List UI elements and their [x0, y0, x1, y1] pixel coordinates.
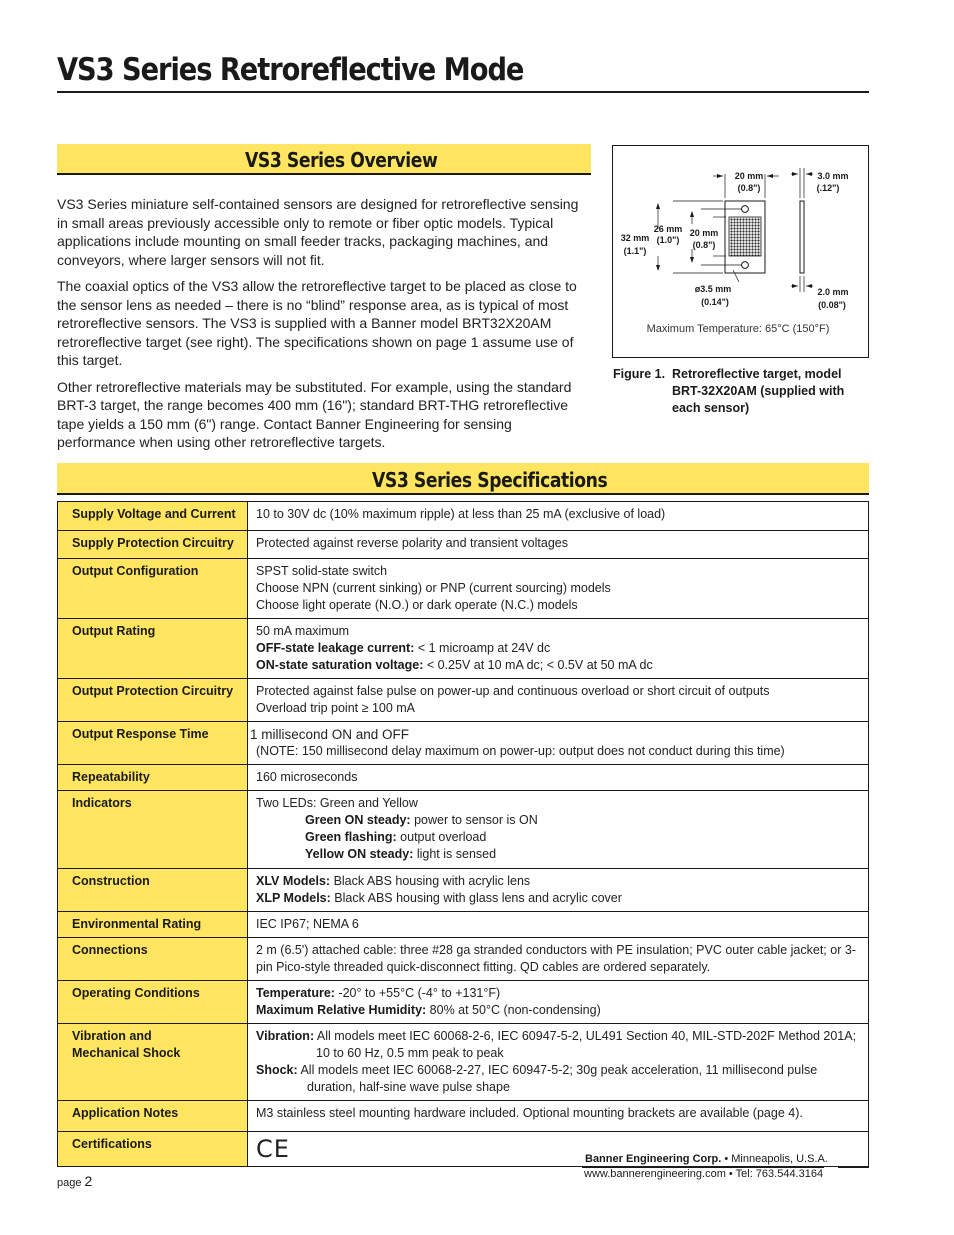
- spec-line: [256, 985, 860, 1002]
- spec-value: [248, 559, 869, 619]
- spec-term: XLP Models:: [256, 891, 331, 905]
- dim-width-mm: 20 mm: [734, 171, 764, 181]
- spec-line: [256, 829, 860, 846]
- spec-text: < 1 microamp at 24V dc: [414, 641, 551, 655]
- spec-row: [58, 722, 869, 765]
- dim-hole-mm: ø3.5 mm: [694, 284, 732, 294]
- target-figure: [612, 145, 869, 358]
- spec-row: [58, 559, 869, 619]
- dim-reflector-mm: 20 mm: [689, 228, 719, 238]
- spec-value: [248, 765, 869, 791]
- spec-text: light is sensed: [413, 847, 497, 861]
- spec-row: [58, 1101, 869, 1132]
- overview-heading: VS3 Series Overview: [245, 148, 438, 172]
- spec-term: XLV Models:: [256, 874, 331, 888]
- spec-line: [256, 640, 860, 657]
- specifications-table: [57, 501, 869, 1167]
- spec-line: [256, 873, 860, 890]
- spec-line: 160 microseconds: [256, 770, 358, 784]
- spec-line: Two LEDs: Green and Yellow: [256, 796, 418, 810]
- spec-value: [248, 791, 869, 869]
- spec-row: [58, 1024, 869, 1101]
- spec-line: Protected against reverse polarity and transient voltages: [256, 536, 568, 550]
- footer-company: [585, 1153, 828, 1165]
- spec-label: Output Protection Circuitry: [58, 679, 248, 722]
- spec-text: 80% at 50°C (non-condensing): [426, 1003, 601, 1017]
- company-name: Banner Engineering Corp.: [585, 1153, 722, 1165]
- spec-row: [58, 938, 869, 981]
- spec-line: 1 millisecond ON and OFF: [250, 727, 410, 742]
- spec-row: [58, 791, 869, 869]
- spec-line: [256, 1028, 860, 1062]
- target-side-view: [800, 201, 804, 273]
- overview-paragraph: VS3 Series miniature self-contained sensors are designed for retroreflective sensing in small areas previously accessible only to remote or fiber optic models. Typical applications include mounting on small feeder tracks, packaging machines, and conveyors, where larger sensors will not fit.: [57, 196, 579, 268]
- spec-label: Construction: [58, 869, 248, 912]
- spec-value: [248, 531, 869, 559]
- dim-hole-span-in: (1.0"): [656, 235, 680, 245]
- spec-label: Application Notes: [58, 1101, 248, 1132]
- spec-line: 2 m (6.5') attached cable: three #28 ga stranded conductors with PE insulation; PVC outer cable jacket; or 3-pin Pico-style threaded quick-disconnect fitting. QD cables are ordered separately.: [256, 943, 856, 974]
- spec-text: -20° to +55°C (-4° to +131°F): [334, 986, 501, 1000]
- spec-label: Certifications: [58, 1132, 248, 1167]
- spec-label: Output Rating: [58, 619, 248, 679]
- spec-line: Choose NPN (current sinking) or PNP (current sourcing) models: [256, 581, 611, 595]
- spec-line: (NOTE: 150 millisecond delay maximum on power-up: output does not conduct during this time): [256, 744, 785, 758]
- spec-line: SPST solid-state switch: [256, 564, 388, 578]
- footer-rule: [838, 1166, 869, 1168]
- spec-value: [248, 869, 869, 912]
- page-title: VS3 Series Retroreflective Mode: [57, 52, 524, 88]
- spec-text: power to sensor is ON: [410, 813, 538, 827]
- spec-value: [248, 1101, 869, 1132]
- dim-height-in: (1.1"): [623, 246, 647, 256]
- spec-value: [248, 938, 869, 981]
- spec-value: [248, 679, 869, 722]
- dim-width-in: (0.8"): [737, 183, 761, 193]
- spec-line: [256, 890, 860, 907]
- target-drawing: [613, 146, 870, 359]
- spec-line: [256, 1062, 860, 1096]
- spec-line: M3 stainless steel mounting hardware included. Optional mounting brackets are available (page 4).: [256, 1106, 803, 1120]
- spec-text: < 0.25V at 10 mA dc; < 0.5V at 50 mA dc: [423, 658, 653, 672]
- spec-term: Maximum Relative Humidity:: [256, 1003, 427, 1017]
- spec-row: [58, 765, 869, 791]
- spec-row: [58, 981, 869, 1024]
- target-outline: [725, 201, 765, 273]
- spec-label: Supply Voltage and Current: [58, 502, 248, 531]
- spec-label: Repeatability: [58, 765, 248, 791]
- spec-line: 10 to 30V dc (10% maximum ripple) at less than 25 mA (exclusive of load): [256, 507, 666, 521]
- dim-edge-in: (0.08"): [818, 300, 846, 310]
- page-number: [57, 1173, 92, 1189]
- spec-label: Output Configuration: [58, 559, 248, 619]
- spec-label-line: Vibration and: [72, 1029, 152, 1043]
- spec-row: [58, 679, 869, 722]
- specifications-heading: VS3 Series Specifications: [372, 468, 608, 492]
- spec-term: Yellow ON steady:: [305, 847, 414, 861]
- spec-value: [248, 502, 869, 531]
- overview-paragraph: Other retroreflective materials may be substituted. For example, using the standard BRT-3 target, the range becomes 400 mm (16"); standard BRT-THG retroreflective tape yields a 150 mm (6") range. Contact Banner Engineering for sensing performance when using other retroreflective targets.: [57, 378, 572, 450]
- spec-row: [58, 869, 869, 912]
- spec-label: Connections: [58, 938, 248, 981]
- spec-line: 50 mA maximum: [256, 624, 350, 638]
- footer-contact: www.bannerengineering.com • Tel: 763.544.3164: [584, 1168, 824, 1180]
- spec-term: OFF-state leakage current:: [256, 641, 415, 655]
- spec-label: Indicators: [58, 791, 248, 869]
- spec-term: Temperature:: [256, 986, 335, 1000]
- dim-height-mm: 32 mm: [620, 233, 650, 243]
- max-temperature: Maximum Temperature: 65°C (150°F): [646, 323, 830, 335]
- spec-row: [58, 502, 869, 531]
- spec-row: [58, 912, 869, 938]
- spec-label: Supply Protection Circuitry: [58, 531, 248, 559]
- spec-line: [256, 812, 860, 829]
- figure-caption-text: Retroreflective target, model BRT-32X20AM (supplied with each sensor): [672, 367, 845, 415]
- spec-line: [256, 657, 860, 674]
- spec-value: [248, 619, 869, 679]
- dim-hole-span-mm: 26 mm: [653, 224, 683, 234]
- spec-line: IEC IP67; NEMA 6: [256, 917, 359, 931]
- company-location: • Minneapolis, U.S.A.: [721, 1153, 828, 1165]
- spec-row: [58, 531, 869, 559]
- spec-text: Black ABS housing with glass lens and acrylic cover: [330, 891, 622, 905]
- dim-thickness-mm: 3.0 mm: [817, 171, 849, 181]
- page-num: 2: [84, 1173, 93, 1189]
- page-label: page: [57, 1177, 85, 1189]
- spec-label: [58, 1024, 248, 1101]
- overview-body: [57, 195, 582, 460]
- spec-line: Choose light operate (N.O.) or dark operate (N.C.) models: [256, 598, 578, 612]
- spec-term: Shock:: [256, 1063, 298, 1077]
- dim-edge-mm: 2.0 mm: [817, 287, 849, 297]
- spec-line: Protected against false pulse on power-up and continuous overload or short circuit of outputs: [256, 684, 770, 698]
- title-rule: [57, 91, 869, 93]
- spec-term: Vibration:: [256, 1029, 315, 1043]
- spec-term: Green ON steady:: [305, 813, 411, 827]
- spec-line: [256, 846, 860, 863]
- spec-text: Black ABS housing with acrylic lens: [330, 874, 531, 888]
- spec-term: Green flashing:: [305, 830, 397, 844]
- dim-thickness-in: (.12"): [816, 183, 840, 193]
- overview-heading-bar: [57, 144, 591, 175]
- spec-label-line: Mechanical Shock: [72, 1045, 181, 1060]
- spec-text: output overload: [396, 830, 487, 844]
- spec-value: [248, 1024, 869, 1101]
- spec-line: [256, 1002, 860, 1019]
- spec-label: Environmental Rating: [58, 912, 248, 938]
- ce-mark-icon: CE: [256, 1135, 290, 1163]
- spec-value: [248, 722, 869, 765]
- figure-number: Figure 1.: [613, 367, 666, 381]
- spec-row: [58, 619, 869, 679]
- spec-text: All models meet IEC 60068-2-27, IEC 60947-5-2; 30g peak acceleration, 11 millisecond pulse duration, half-sine wave pulse shape: [297, 1063, 818, 1094]
- spec-label: Operating Conditions: [58, 981, 248, 1024]
- spec-term: ON-state saturation voltage:: [256, 658, 424, 672]
- spec-value: [248, 912, 869, 938]
- spec-value: [248, 981, 869, 1024]
- spec-line: Overload trip point ≥ 100 mA: [256, 701, 416, 715]
- dim-hole-in: (0.14"): [701, 297, 729, 307]
- specifications-heading-bar: [57, 463, 869, 495]
- dim-reflector-in: (0.8"): [692, 240, 716, 250]
- spec-label: Output Response Time: [58, 722, 248, 765]
- spec-text: All models meet IEC 60068-2-6, IEC 60947-5-2, UL491 Section 40, MIL-STD-202F Method 201A; 10 to 60 Hz, 0.5 mm peak to peak: [314, 1029, 857, 1060]
- overview-paragraph: The coaxial optics of the VS3 allow the retroreflective target to be placed as close to the sensor lens as needed – there is no “blind” response area, as is typical of most retroreflective sensors. The VS3 is supplied with a Banner model BRT32X20AM retroreflective target (see right). The specifications shown on page 1 assume use of this target.: [57, 278, 577, 368]
